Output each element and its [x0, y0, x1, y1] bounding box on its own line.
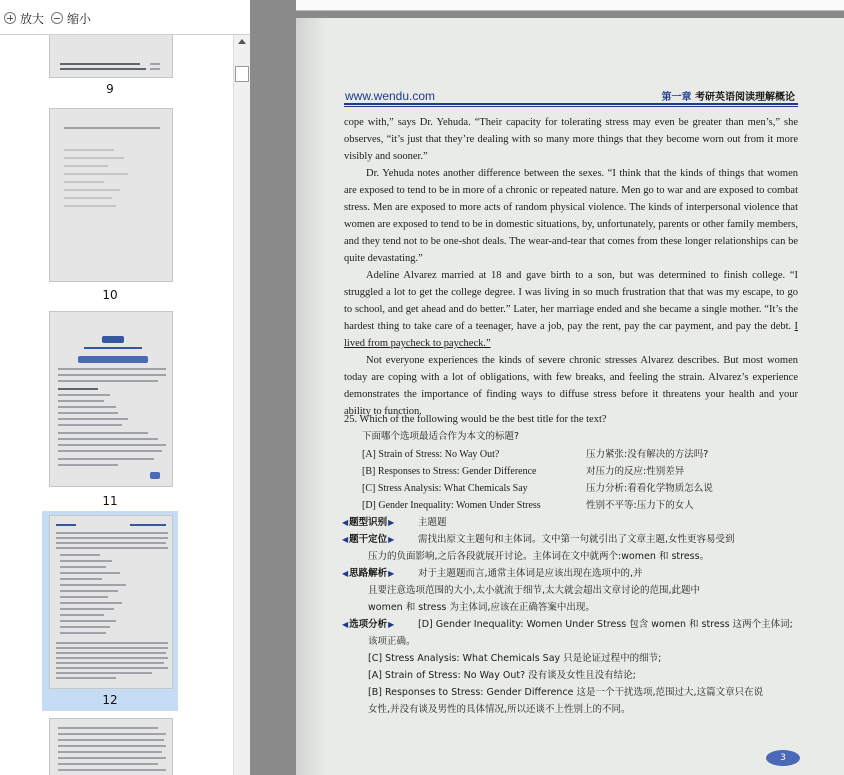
document-page — [296, 18, 844, 775]
page-preview — [49, 108, 173, 282]
thumbnail-scrollbar[interactable] — [233, 35, 251, 775]
zoom-in-label: 放大 — [20, 11, 45, 26]
analysis-line: 且要注意选项范围的大小,太小就流于细节,太大就会超出文章讨论的范围,此题中 — [368, 585, 701, 596]
analysis-idea-label: ◀ 思路解析 ▶ — [342, 565, 394, 582]
chapter-title: 考研英语阅读理解概论 — [695, 92, 795, 103]
option-a: [A] Strain of Stress: No Way Out? — [362, 449, 500, 460]
header-rule — [344, 106, 798, 107]
scrollbar-thumb[interactable] — [235, 66, 249, 82]
page-preview — [49, 718, 173, 775]
underlined-sentence: I lived from paycheck to paycheck.” — [344, 321, 799, 349]
analysis-line: 女性,并没有谈及男性的具体情况,所以还谈不上性别上的不同。 — [368, 704, 631, 715]
zoom-toolbar — [0, 0, 250, 35]
paragraph: cope with,” says Dr. Yehuda. “Their capacity for tolerating stress may even be greater than men’s,” she observes, “it’s just that they’re dealing with so many more things that they become worn out from it more visibly and sooner.” — [344, 117, 798, 162]
article-text — [344, 114, 798, 420]
page-header-chapter — [662, 88, 795, 103]
page-preview — [49, 311, 173, 487]
zoom-out-icon — [51, 12, 63, 24]
question-text: 25. Which of the following would be the best title for the text? — [344, 414, 607, 425]
paragraph: Adeline Alvarez married at 18 and gave birth to a son, but was determined to finish college. “I struggled a lot to get the college degree. I was living in so much frustration that that was my escape, to go to school, and get ahead and do better.” Later, her marriage ended and she became a single mother. “It’s the hardest thing to take care of a teenager, have a job, pay the rent, pay the car payment, and pay the debt. I lived from paycheck to paycheck.” — [344, 270, 799, 349]
page-preview — [49, 515, 173, 689]
zoom-out-label: 缩小 — [67, 11, 92, 26]
paragraph: Dr. Yehuda notes another difference between the sexes. “I think that the kinds of things that women are exposed to tend to be in more of a chronic or repeated nature. Men go to war and are exposed to combat stress. Men are exposed to more acts of random physical violence. The kinds of interpersonal violence that women are exposed to tend to be in domestic situations, by, unfortunately, parents or other family members, and they tend not to be one-shot deals. The wear-and-tear that comes from these longer relationships can be quite devastating.” — [344, 168, 798, 264]
thumbnail-page-number: 10 — [102, 288, 118, 302]
analysis-option-label: ◀ 选项分析 ▶ — [342, 616, 394, 633]
analysis-line: [C] Stress Analysis: What Chemicals Say 只是论证过程中的细节; — [368, 653, 662, 664]
option-b-translation: 对压力的反应:性别差异 — [586, 466, 685, 477]
analysis-line: [D] Gender Inequality: Women Under Stress 包含 women 和 stress 这两个主体词; — [418, 619, 793, 630]
thumbnail-page-number: 11 — [102, 494, 118, 508]
thumbnail-page-11[interactable] — [42, 308, 178, 513]
chapter-badge — [102, 336, 124, 343]
analysis-type-label: ◀ 题型识别 ▶ — [342, 514, 394, 531]
previous-page-edge — [296, 0, 844, 11]
option-c: [C] Stress Analysis: What Chemicals Say — [362, 483, 528, 494]
analysis-line: women 和 stress 为主体词,应该在正确答案中出现。 — [368, 602, 595, 613]
page-number-badge: 3 — [766, 750, 800, 766]
question-translation: 下面哪个选项最适合作为本文的标题? — [362, 431, 520, 442]
paragraph: Not everyone experiences the kinds of severe chronic stresses Alvarez describes. But most women today are coping with a lot of obligations, with few breaks, and feeling the strain. Alvarez’s experience demonstrates the importance of finding ways to diffuse stress before it threatens your health and your ability to function. — [344, 355, 798, 417]
analysis-type-value: 主题题 — [418, 517, 447, 528]
option-c-translation: 压力分析:看看化学物质怎么说 — [586, 483, 713, 494]
option-d-translation: 性别不平等:压力下的女人 — [586, 500, 694, 511]
thumbnail-page-9[interactable] — [42, 35, 178, 110]
analysis-locate-label: ◀ 题干定位 ▶ — [342, 531, 394, 548]
analysis-line: [B] Responses to Stress: Gender Difference 这是一个干扰选项,范围过大,这篇文章只在说 — [368, 687, 764, 698]
analysis-line: 该项正确。 — [368, 636, 416, 647]
option-a-translation: 压力紧张:没有解决的方法吗? — [586, 449, 709, 460]
zoom-out-button[interactable] — [51, 9, 91, 27]
analysis-line: 压力的负面影响,之后各段就展开讨论。主体词在文中就两个:women 和 stress。 — [368, 551, 710, 562]
option-d: [D] Gender Inequality: Women Under Stress — [362, 500, 541, 511]
zoom-in-icon — [4, 12, 16, 24]
option-b: [B] Responses to Stress: Gender Difference — [362, 466, 537, 477]
header-rule — [344, 103, 798, 105]
page-preview — [49, 35, 173, 78]
thumbnail-page-number: 12 — [102, 693, 118, 707]
thumbnail-page-10[interactable] — [42, 105, 178, 305]
page-header-url: www.wendu.com — [345, 89, 436, 103]
analysis-line: 对于主题题而言,通常主体词是应该出现在选项中的,并 — [418, 568, 643, 579]
chapter-number: 第一章 — [661, 92, 692, 103]
thumbnail-page-13[interactable] — [42, 715, 178, 775]
thumbnail-list — [0, 35, 233, 775]
analysis-line: 需找出原文主题句和主体词。文中第一句就引出了文章主题,女性更容易受到 — [418, 534, 735, 545]
zoom-in-button[interactable] — [4, 9, 44, 27]
scroll-up-arrow-icon[interactable] — [238, 39, 246, 44]
thumbnail-page-12[interactable] — [42, 511, 178, 711]
document-view[interactable] — [250, 0, 844, 775]
thumbnail-sidebar — [0, 0, 250, 775]
thumbnail-page-number: 9 — [106, 82, 114, 96]
analysis-line: [A] Strain of Stress: No Way Out? 没有谈及女性且没有结论; — [368, 670, 636, 681]
